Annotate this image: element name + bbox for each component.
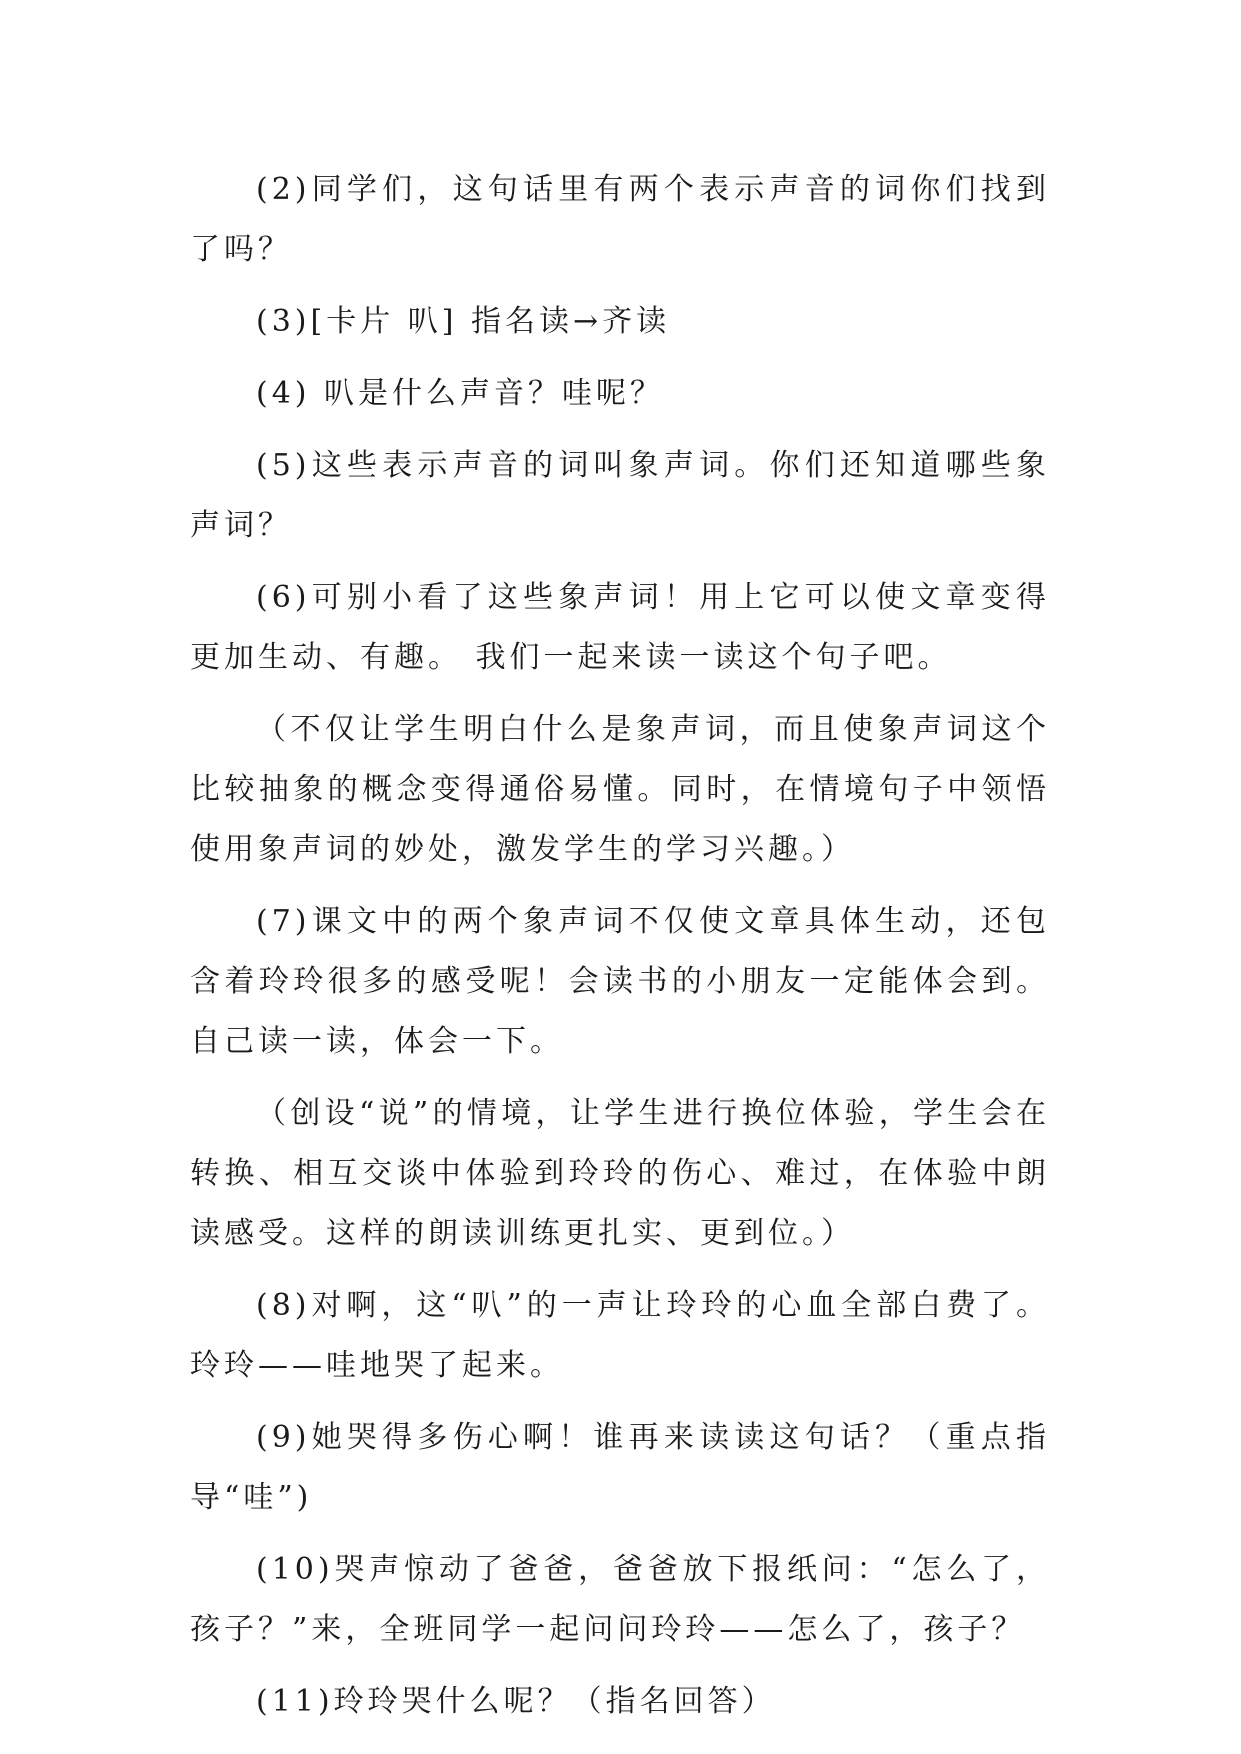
paragraph-11: (11)玲玲哭什么呢？（指名回答） <box>256 1684 776 1719</box>
paragraph-5: (5)这些表示声音的词叫象声词。你们还知道哪些象声词？ <box>190 448 1050 543</box>
paragraph-9: (9)她哭得多伤心啊！谁再来读读这句话？（重点指导“哇”) <box>190 1420 1050 1515</box>
note-paragraph-2: （创设“说”的情境，让学生进行换位体验，学生会在转换、相互交谈中体验到玲玲的伤心、难过，在体验中朗读感受。这样的朗读训练更扎实、更到位。） <box>190 1096 1050 1251</box>
paragraph-6: (6)可别小看了这些象声词！用上它可以使文章变得更加生动、有趣。 我们一起来读一读这个句子吧。 <box>190 580 1050 675</box>
document-body <box>190 160 1050 1732</box>
paragraph-10: (10)哭声惊动了爸爸，爸爸放下报纸问：“怎么了，孩子？”来，全班同学一起问问玲玲——怎么了，孩子？ <box>190 1552 1050 1647</box>
paragraph-7: (7)课文中的两个象声词不仅使文章具体生动，还包含着玲玲很多的感受呢！会读书的小朋友一定能体会到。自己读一读，体会一下。 <box>190 904 1050 1059</box>
paragraph-3: (3)[卡片 叭] 指名读→齐读 <box>256 304 671 339</box>
paragraph-2: (2)同学们，这句话里有两个表示声音的词你们找到了吗？ <box>190 172 1050 267</box>
paragraph-8: (8)对啊，这“叭”的一声让玲玲的心血全部白费了。玲玲——哇地哭了起来。 <box>190 1288 1050 1383</box>
note-paragraph-1: （不仅让学生明白什么是象声词，而且使象声词这个比较抽象的概念变得通俗易懂。同时，在情境句子中领悟使用象声词的妙处，激发学生的学习兴趣。） <box>190 712 1050 867</box>
paragraph-4: (4) 叭是什么声音？哇呢？ <box>256 376 665 411</box>
